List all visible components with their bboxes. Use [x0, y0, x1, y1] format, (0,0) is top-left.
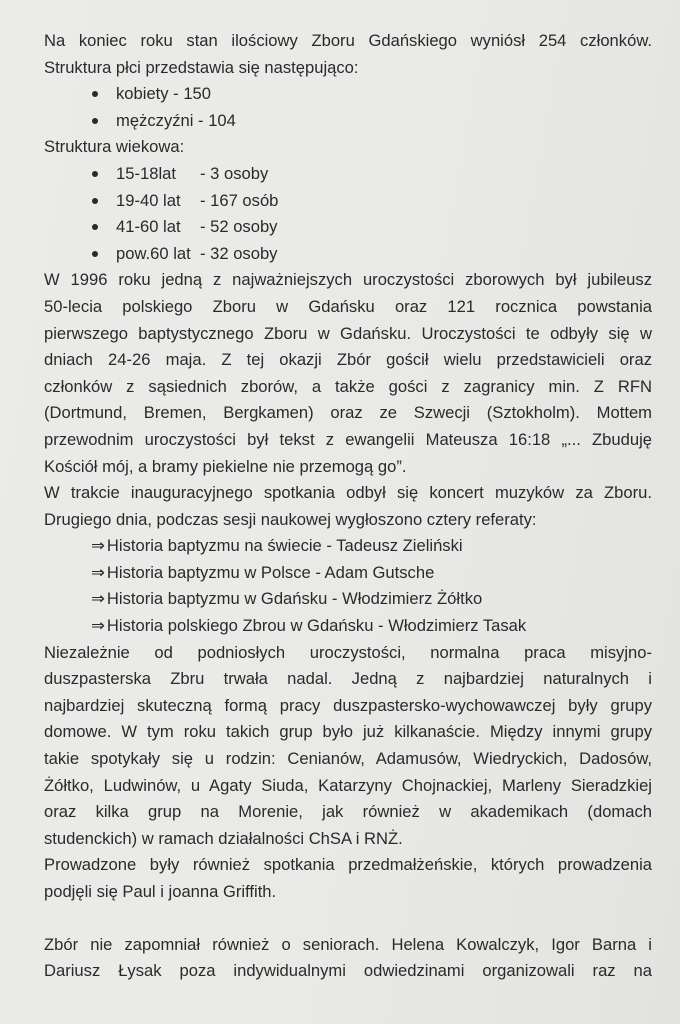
text-line: członków z sąsiednich zborów, a także gości z zagranicy min. Z RFN: [44, 376, 652, 396]
text-line: Zbór nie zapomniał również o seniorach. Helena Kowalczyk, Igor Barna i: [44, 934, 652, 954]
text-line: 50-lecia polskiego Zboru w Gdańsku oraz 121 rocznica powstania: [44, 296, 652, 316]
document-body: [44, 28, 652, 985]
lecture-title: Historia baptyzmu na świecie - Tadeusz Zieliński: [106, 536, 463, 556]
list-item: [44, 586, 652, 613]
bullet-icon: [92, 251, 98, 257]
text-line: podjęli się Paul i joanna Griffith.: [44, 882, 277, 901]
age-count: - 3 osoby: [200, 163, 269, 183]
age-count: - 32 osoby: [200, 243, 278, 263]
text-line: Kościół mój, a bramy piekielne nie przemogą go”.: [44, 456, 407, 476]
age-list: [44, 161, 652, 267]
lecture-title: Historia baptyzmu w Gdańsku - Włodzimierz Żółtko: [106, 589, 483, 609]
text-line: studenckich) w ramach działalności ChSA i RNŻ.: [44, 828, 403, 848]
double-arrow-icon: ⇒: [91, 536, 105, 556]
text-line: Niezależnie od podniosłych uroczystości, normalna praca misyjno-: [44, 642, 652, 662]
double-arrow-icon: ⇒: [91, 589, 105, 609]
text-line: (Dortmund, Bremen, Bergkamen) oraz ze Szwecji (Sztokholm). Mottem: [44, 403, 652, 423]
text-line: najbardziej skuteczną formą pracy duszpastersko-wychowawczej były grupy: [44, 695, 652, 715]
text-line: dniach 24-26 maja. Z tej okazji Zbór gościł wielu przedstawicieli oraz: [44, 350, 652, 370]
list-item: [44, 241, 652, 268]
age-range: 19-40 lat: [116, 190, 181, 210]
list-item: [44, 81, 652, 108]
age-heading: Struktura wiekowa:: [44, 137, 185, 157]
double-arrow-icon: ⇒: [91, 616, 105, 636]
double-arrow-icon: ⇒: [91, 562, 105, 582]
text-line: Żółtko, Ludwinów, u Agaty Siuda, Katarzyny Chojnackiej, Marleny Sieradzkiej: [44, 775, 652, 795]
list-item: [44, 613, 652, 640]
bullet-icon: [92, 118, 98, 124]
bullet-icon: [92, 91, 98, 97]
text-line: Dariusz Łysak poza indywidualnymi odwiedzinami organizowali raz na: [44, 961, 652, 981]
list-item: [44, 533, 652, 560]
bullet-icon: [92, 171, 98, 177]
jubilee-paragraph: [44, 267, 652, 480]
text-line: domowe. W tym roku takich grup było już kilkanaście. Między innymi grupy: [44, 722, 652, 742]
text-line: oraz kilka grup na Morenie, jak również w akademikach (domach: [44, 802, 652, 822]
age-range: pow.60 lat: [116, 243, 191, 263]
text-line: W 1996 roku jedną z najważniejszych uroczystości zborowych był jubileusz: [44, 270, 652, 290]
text-line: pierwszego baptystycznego Zboru w Gdańsku. Uroczystości te odbyły się w: [44, 323, 652, 343]
seniors-paragraph: [44, 932, 652, 985]
text-line: takie spotykały się u rodzin: Cenianów, Adamusów, Wiedryckich, Dadosów,: [44, 749, 652, 769]
list-item: [44, 188, 652, 215]
list-item: [44, 560, 652, 587]
text-line: duszpasterska Zbru trwała nadal. Jedną z najbardziej naturalnych i: [44, 669, 652, 689]
concert-line: W trakcie inauguracyjnego spotkania odbył się koncert muzyków za Zboru.: [44, 483, 652, 503]
gender-item-text: mężczyźni - 104: [116, 110, 236, 130]
age-count: - 167 osób: [200, 190, 279, 210]
bullet-icon: [92, 224, 98, 230]
list-item: [44, 161, 652, 188]
age-range: 15-18lat: [116, 163, 176, 183]
intro-line-1: Na koniec roku stan ilościowy Zboru Gdańskiego wyniósł 254 członków.: [44, 31, 652, 50]
text-line: przewodnim uroczystości był tekst z ewangelii Mateusza 16:18 „... Zbuduję: [44, 429, 652, 449]
bullet-icon: [92, 198, 98, 204]
list-item: [44, 108, 652, 135]
lectures-intro: Drugiego dnia, podczas sesji naukowej wygłoszono cztery referaty:: [44, 509, 537, 529]
premarital-paragraph: [44, 852, 652, 905]
age-count: - 52 osoby: [200, 217, 278, 237]
gender-item-text: kobiety - 150: [116, 84, 212, 104]
paragraph-gap: [44, 906, 652, 932]
groups-paragraph: [44, 640, 652, 853]
lecture-title: Historia polskiego Zbrou w Gdańsku - Włodzimierz Tasak: [106, 616, 527, 636]
text-line: Prowadzone były również spotkania przedmałżeńskie, których prowadzenia: [44, 855, 652, 875]
list-item: [44, 214, 652, 241]
age-range: 41-60 lat: [116, 217, 181, 237]
intro-line-2: Struktura płci przedstawia się następująco:: [44, 57, 359, 77]
lecture-title: Historia baptyzmu w Polsce - Adam Gutsche: [106, 562, 435, 582]
gender-list: [44, 81, 652, 134]
lectures-list: [44, 533, 652, 639]
